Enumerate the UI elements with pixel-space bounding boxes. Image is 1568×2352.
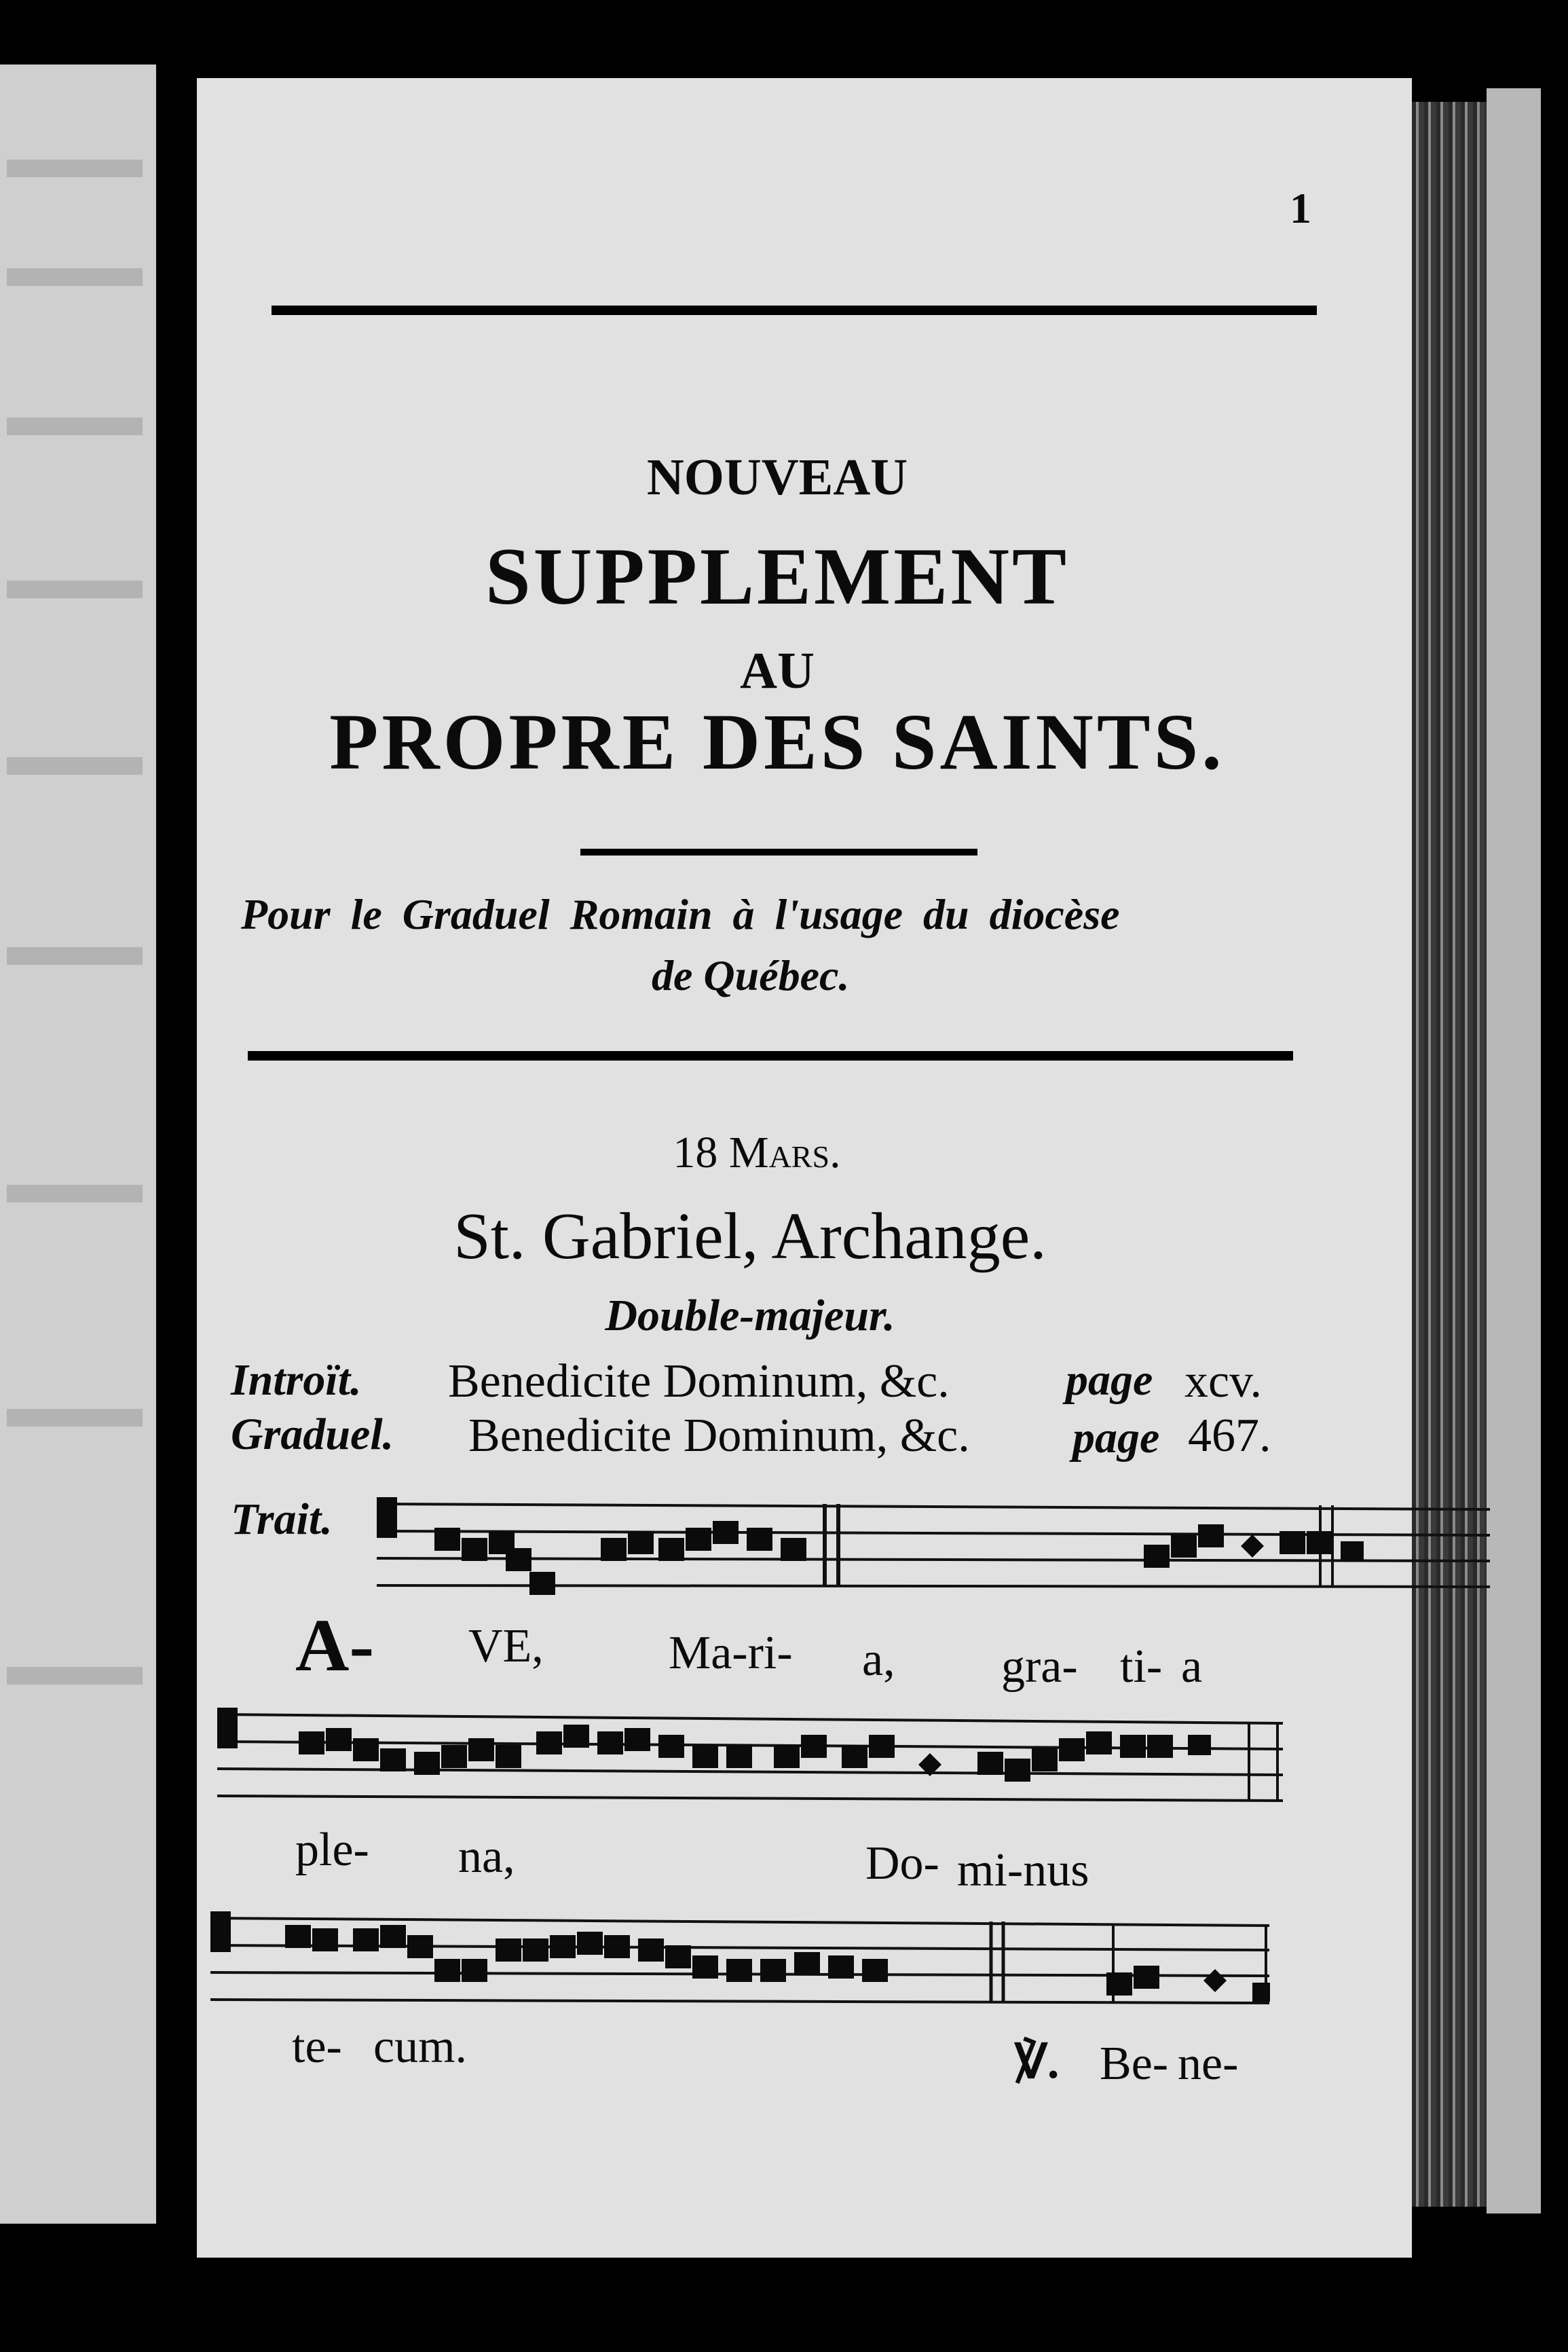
lyric-word: gra-	[1001, 1640, 1078, 1693]
title-line-4: PROPRE DES SAINTS.	[329, 697, 1225, 786]
lyric-word: Ma-ri-	[669, 1627, 793, 1679]
versicle-symbol: ℣.	[1015, 2036, 1060, 2089]
introit-label: Introït.	[231, 1355, 362, 1405]
graduel-text: Benedicite Dominum, &c.	[468, 1410, 970, 1462]
lyric-word: Do-	[865, 1837, 939, 1890]
introit-page-label: page	[1066, 1355, 1153, 1405]
lyric-word: a	[1181, 1640, 1203, 1693]
music-staff-1-continuation	[960, 1504, 967, 1511]
subtitle-line-1: Pour le Graduel Romain à l'usage du diocèse	[241, 890, 1120, 938]
lyric-word: ti-	[1120, 1640, 1163, 1693]
title-line-2: SUPPLEMENT	[485, 531, 1070, 621]
feast-date	[149, 1127, 1364, 1179]
feast-date-month: Mars.	[728, 1128, 841, 1177]
graduel-label: Graduel.	[231, 1410, 394, 1459]
subtitle-line-2: de Québec.	[652, 951, 850, 999]
lyric-word: Be-	[1100, 2038, 1169, 2090]
lyric-word: te-	[292, 2021, 342, 2073]
lyric-word: cum.	[373, 2021, 468, 2073]
feast-rank: Double-majeur.	[605, 1291, 895, 1340]
graduel-page-label: page	[1072, 1413, 1160, 1463]
lower-rule	[248, 1051, 1293, 1061]
feast-date-day: 18	[673, 1128, 718, 1177]
left-page-edge	[0, 65, 156, 2224]
book-page-edges	[1412, 102, 1487, 2207]
lyric-word: na,	[458, 1831, 515, 1883]
music-staff-3	[210, 1908, 1276, 2037]
graduel-page-number: 467.	[1188, 1410, 1271, 1462]
title-line-3: AU	[740, 642, 815, 699]
book-page	[197, 78, 1412, 2258]
music-staff-2	[217, 1704, 1283, 1833]
right-page-strip	[1487, 88, 1541, 2213]
music-staff-1	[377, 1490, 1490, 1626]
top-rule	[272, 306, 1317, 315]
feast-name: St. Gabriel, Archange.	[453, 1200, 1047, 1273]
lyric-word: ne-	[1178, 2038, 1239, 2090]
page-number: 1	[1290, 184, 1311, 232]
lyric-word: VE,	[468, 1620, 544, 1672]
lyric-word: a,	[862, 1634, 895, 1686]
title-line-1: NOUVEAU	[646, 449, 908, 506]
introit-text: Benedicite Dominum, &c.	[448, 1355, 950, 1408]
trait-label: Trait.	[231, 1494, 333, 1544]
short-rule	[580, 849, 977, 856]
lyric-word: ple-	[295, 1824, 369, 1876]
introit-page-number: xcv.	[1184, 1355, 1263, 1408]
lyric-word: mi-nus	[957, 1844, 1089, 1896]
lyric-initial: A-	[295, 1604, 375, 1687]
